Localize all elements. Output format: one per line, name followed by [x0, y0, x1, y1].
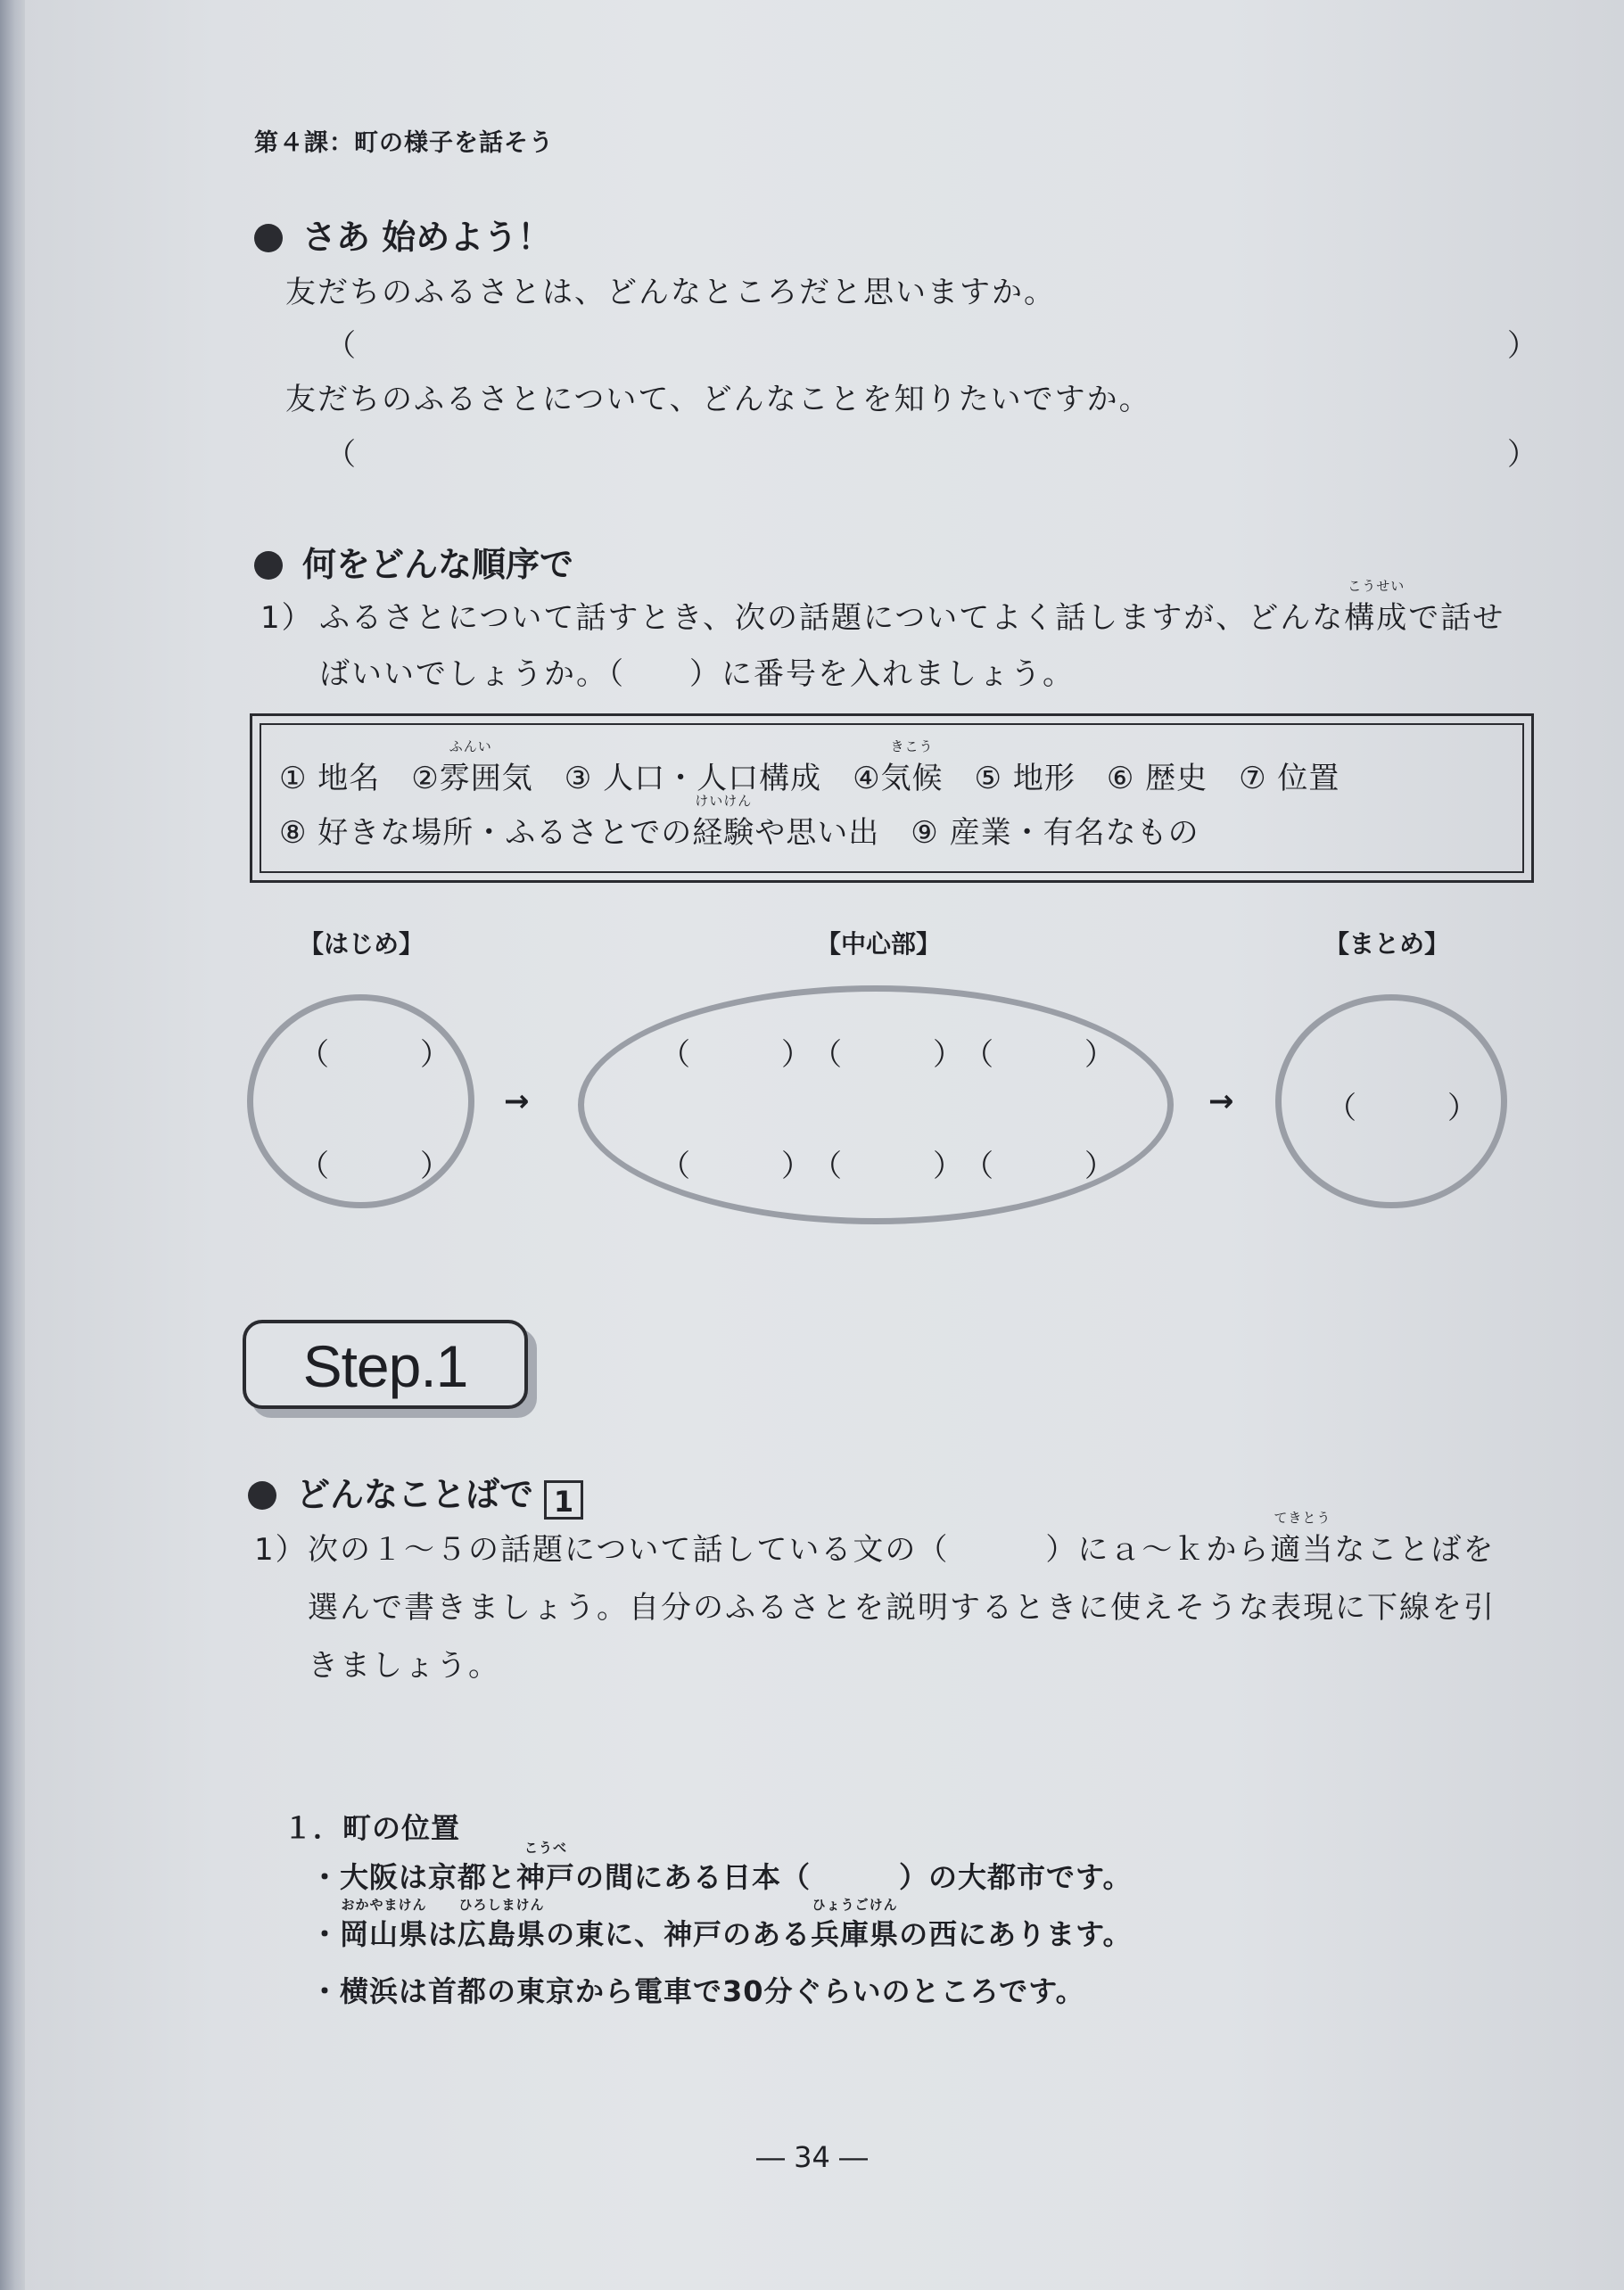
ruby-word — [811, 1897, 900, 1953]
ruby-base: 広島県 — [458, 1917, 547, 1951]
order-blank[interactable]: （ ） — [1326, 1091, 1478, 1126]
text-segment: の東に、神戸のある — [546, 1917, 812, 1951]
ruby-base: 気候 — [880, 761, 944, 796]
question-line: ばいいでしょうか。（ ）に番号を入れましょう。 — [319, 656, 1075, 692]
text-segment: ① 地名 ② — [279, 761, 440, 796]
order-blank[interactable]: （ ） — [963, 1149, 1115, 1184]
text-segment: なことばを — [1334, 1532, 1496, 1568]
label-summary: 【まとめ】 — [1324, 929, 1450, 959]
topic-line-1 — [279, 738, 1340, 797]
ruby-text: おかやまけん — [341, 1897, 427, 1913]
bullet-icon — [254, 224, 283, 252]
ruby-text: けいけん — [695, 793, 753, 809]
ruby-base: 岡山県 — [340, 1917, 429, 1951]
text-segment: で話せ — [1408, 600, 1505, 636]
text-segment: ⑧ 好きな場所・ふるさとでの — [279, 815, 693, 851]
body-ellipse — [578, 985, 1174, 1224]
label-body: 【中心部】 — [816, 929, 942, 959]
ruby-text: ふんい — [449, 738, 492, 754]
question-line: きましょう。 — [308, 1648, 500, 1684]
bullet-icon — [248, 1481, 276, 1510]
ruby-text: きこう — [890, 738, 934, 754]
bullet-icon — [254, 551, 283, 580]
topic-line-2 — [279, 793, 1199, 852]
section-title-text: さあ 始めよう！ — [302, 218, 552, 257]
book-binding — [0, 0, 25, 2290]
ruby-word — [458, 1897, 547, 1953]
section-title-text: どんなことばで — [296, 1475, 534, 1514]
example-sentence-1 — [310, 1840, 1133, 1896]
ruby-base: 適当 — [1270, 1532, 1335, 1568]
order-blank[interactable]: （ ） — [660, 1037, 812, 1073]
text-segment: ⑤ 地形 ⑥ 歴史 ⑦ 位置 — [943, 761, 1340, 796]
ruby-base: 兵庫県 — [811, 1917, 900, 1951]
text-segment: の間にある日本（ ）の大都市です。 — [575, 1860, 1133, 1894]
answer-blank-2[interactable] — [366, 437, 1507, 469]
page-number: ― 34 ― — [755, 2140, 869, 2174]
text-segment: ・ — [310, 1917, 341, 1951]
lesson-header: 第４課：町の様子を話そう — [254, 129, 554, 157]
text-segment: 気 ③ 人口・人口構成 ④ — [501, 761, 881, 796]
item-title: １．町の位置 — [284, 1811, 461, 1845]
ruby-word — [1270, 1510, 1335, 1569]
ruby-text: てきとう — [1274, 1510, 1331, 1526]
step-badge — [243, 1320, 528, 1409]
step-label: Step.1 — [302, 1333, 468, 1399]
ruby-text: こうべ — [524, 1840, 568, 1856]
text-segment: ふるさとについて話すとき、次の話題についてよく話しますが、どんな — [319, 600, 1345, 636]
order-blank[interactable]: （ ） — [660, 1149, 812, 1184]
text-segment: は — [428, 1917, 458, 1951]
example-sentence-3: ・横浜は首都の東京から電車で30分ぐらいのところです。 — [310, 1974, 1085, 2008]
section-words-title — [248, 1467, 583, 1520]
ruby-base: 経験 — [692, 815, 755, 851]
ruby-word — [692, 793, 755, 852]
label-intro: 【はじめ】 — [299, 929, 425, 959]
text-segment: の西にあります。 — [899, 1917, 1133, 1951]
arrow-icon: → — [1208, 1083, 1234, 1119]
ruby-word — [439, 738, 502, 797]
ruby-word — [1344, 578, 1409, 637]
text-segment: ・大阪は京都と — [310, 1860, 517, 1894]
answer-paren-close: ） — [1507, 328, 1537, 364]
question-line — [319, 578, 1505, 637]
ruby-text: ひょうごけん — [812, 1897, 898, 1913]
ruby-base: 構成 — [1344, 600, 1409, 636]
question-number: 1） — [260, 600, 314, 636]
section-title-text: 何をどんな順序で — [302, 545, 574, 584]
ruby-text: ひろしまけん — [458, 1897, 545, 1913]
topic-list-box — [250, 713, 1534, 883]
question-2: 友だちのふるさとについて、どんなことを知りたいですか。 — [285, 382, 1151, 417]
ruby-word — [340, 1897, 429, 1953]
section-order-title — [254, 537, 573, 586]
question-number: 1） — [254, 1532, 308, 1568]
text-segment: 次の１～５の話題について話している文の（ ）にａ～ｋから — [308, 1532, 1271, 1568]
ruby-base: 雰囲 — [439, 761, 502, 796]
ruby-word — [516, 1840, 576, 1896]
question-line: 選んで書きましょう。自分のふるさとを説明するときに使えそうな表現に下線を引 — [308, 1590, 1496, 1626]
answer-paren-open: （ — [326, 437, 356, 473]
question-1: 友だちのふるさとは、どんなところだと思いますか。 — [285, 275, 1056, 310]
order-blank[interactable]: （ ） — [299, 1037, 450, 1073]
ruby-text: こうせい — [1348, 578, 1406, 594]
section-start-title — [254, 210, 551, 259]
order-blank[interactable]: （ ） — [299, 1149, 450, 1184]
arrow-icon: → — [504, 1083, 530, 1119]
question-line — [308, 1510, 1496, 1569]
ruby-word — [880, 738, 944, 797]
text-segment: や思い出 ⑨ 産業・有名なもの — [754, 815, 1199, 851]
answer-paren-open: （ — [326, 328, 356, 364]
order-blank[interactable]: （ ） — [812, 1037, 963, 1073]
order-blank[interactable]: （ ） — [812, 1149, 963, 1184]
order-blank[interactable]: （ ） — [963, 1037, 1115, 1073]
example-sentence-2 — [310, 1897, 1133, 1953]
answer-blank-1[interactable] — [366, 328, 1507, 360]
answer-paren-close: ） — [1507, 437, 1537, 473]
section-number-box: 1 — [544, 1480, 583, 1520]
ruby-base: 神戸 — [516, 1860, 576, 1894]
